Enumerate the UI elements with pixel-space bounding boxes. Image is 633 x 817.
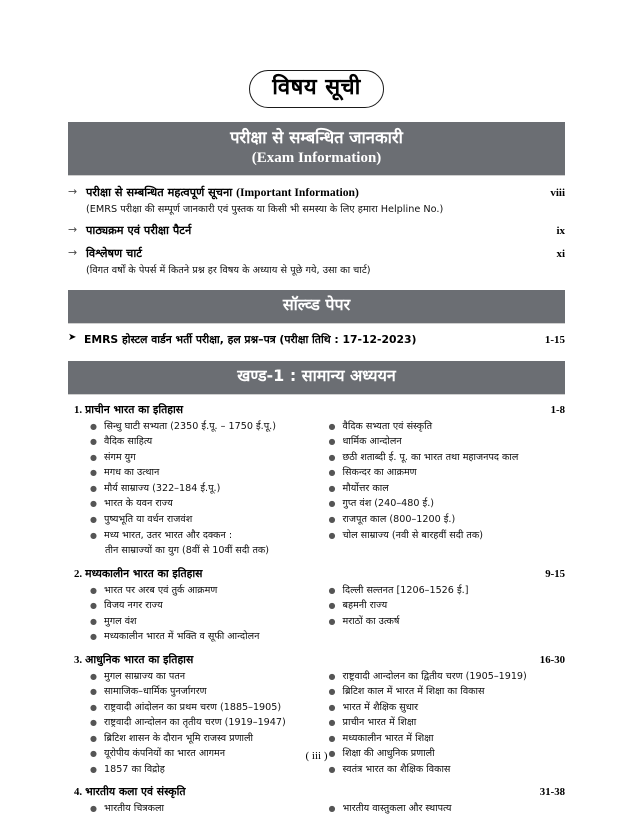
page-footer: ( iii ) <box>305 750 328 762</box>
toc-entry-page-number: ix <box>556 225 565 238</box>
topic-item[interactable] <box>329 419 566 435</box>
topic-label: राष्ट्रवादी आन्दोलन का द्वितीय चरण (1905–1919) <box>342 670 527 682</box>
chapter-number: 3. <box>74 653 83 666</box>
toc-entry-note: (EMRS परीक्षा की सम्पूर्ण जानकारी एवं पुस्तक या किसी भी समस्या के लिए हमारा Helpline No.) <box>86 204 444 216</box>
topic-label: वैदिक साहित्य <box>104 436 153 448</box>
topic-item[interactable] <box>329 583 566 599</box>
topic-item[interactable] <box>90 629 317 645</box>
topic-item[interactable] <box>90 731 317 747</box>
bullet-dot-icon: ● <box>328 804 336 814</box>
bullet-dot-icon: ● <box>90 499 97 509</box>
chapter-header <box>68 784 565 799</box>
toc-entry-title <box>86 246 142 261</box>
bullet-dot-icon: ● <box>90 702 97 712</box>
chapter-page-number: 9-15 <box>545 567 565 580</box>
chapter-topics-left <box>68 583 317 645</box>
topic-item[interactable] <box>329 614 566 630</box>
arrow-bullet-icon: → <box>68 246 78 260</box>
topic-item[interactable] <box>329 512 566 528</box>
topic-label: शिक्षा की आधुनिक प्रणाली <box>342 748 435 760</box>
bullet-dot-icon: ● <box>328 764 336 774</box>
bullet-dot-icon: ● <box>328 702 336 712</box>
bullet-dot-icon: ● <box>328 452 336 462</box>
bullet-dot-icon: ● <box>90 764 97 774</box>
bullet-dot-icon: ● <box>90 804 97 814</box>
topic-label: मध्य भारत, उतर भारत और दक्कन : <box>104 529 233 541</box>
topic-item[interactable] <box>329 801 566 817</box>
bullet-dot-icon: ● <box>90 601 97 611</box>
chapter-title-text: मध्यकालीन भारत का इतिहास <box>85 566 203 580</box>
topic-item[interactable] <box>329 731 566 747</box>
solved-paper-entry-page-number: 1-15 <box>544 334 565 347</box>
section-header-exam-information-english: (Exam Information) <box>251 149 382 166</box>
toc-entry[interactable] <box>68 246 565 276</box>
topic-label: बहमनी राज्य <box>342 600 388 612</box>
toc-entry-title <box>86 185 359 200</box>
toc-entry-note: (विगत वर्षों के पेपर्स में कितने प्रश्न हर विषय के अध्याय से पूछे गये, उसा का चार्ट) <box>86 265 371 277</box>
bullet-dot-icon: ● <box>328 733 336 743</box>
topic-label: मुगल वंश <box>104 615 137 627</box>
topic-item[interactable] <box>90 450 317 466</box>
topic-item[interactable] <box>90 614 317 630</box>
topic-item[interactable] <box>90 434 317 450</box>
bullet-dot-icon: ● <box>328 616 336 626</box>
section-header-khand-1 <box>68 361 565 394</box>
bullet-dot-icon: ● <box>328 671 336 681</box>
topic-label: राष्ट्रवादी आन्दोलन का तृतीय चरण (1919–1947) <box>104 717 286 729</box>
topic-item[interactable] <box>329 465 566 481</box>
topic-label: राष्ट्रवादी आंदोलन का प्रथम चरण (1885–1905) <box>104 701 282 713</box>
chapter-topics-right <box>317 583 566 645</box>
topic-label: भारतीय चित्रकला <box>104 803 164 815</box>
arrow-bullet-icon: → <box>68 185 78 199</box>
bullet-dot-icon: ● <box>328 601 336 611</box>
triangle-bullet-icon: ➤ <box>68 332 77 344</box>
topic-item[interactable] <box>329 598 566 614</box>
chapter-page-number: 1-8 <box>550 403 565 416</box>
bullet-dot-icon: ● <box>328 749 336 759</box>
topic-item[interactable] <box>90 801 317 817</box>
chapter-topics-left <box>68 801 317 817</box>
topic-label: गुप्त वंश (240–480 ई.) <box>342 498 434 510</box>
topic-item[interactable] <box>329 496 566 512</box>
topic-item[interactable] <box>90 481 317 497</box>
page-title-wrap <box>68 0 565 108</box>
bullet-dot-icon: ● <box>328 530 336 540</box>
bullet-dot-icon: ● <box>90 468 97 478</box>
chapter-header <box>68 566 565 581</box>
chapter-entry[interactable] <box>68 402 565 559</box>
bullet-dot-icon: ● <box>328 687 336 697</box>
bullet-dot-icon: ● <box>90 515 97 525</box>
topic-label: दिल्ली सल्तनत [1206–1526 ई.] <box>342 584 469 596</box>
topic-item[interactable] <box>329 684 566 700</box>
chapter-entry[interactable] <box>68 566 565 645</box>
bullet-dot-icon: ● <box>90 671 97 681</box>
bullet-dot-icon: ● <box>90 452 97 462</box>
chapter-page-number: 31-38 <box>539 786 565 799</box>
topic-label: चोल साम्राज्य (नवी से बारहवीं सदी तक) <box>342 529 483 541</box>
topic-item[interactable] <box>329 669 566 685</box>
topic-item[interactable] <box>90 583 317 599</box>
bullet-dot-icon: ● <box>90 585 97 595</box>
chapter-header <box>68 402 565 417</box>
toc-entry-title <box>86 223 191 238</box>
topic-item[interactable] <box>90 496 317 512</box>
toc-entry[interactable] <box>68 223 565 238</box>
topic-label: मुगल साम्राज्य का पतन <box>104 670 186 682</box>
topic-label: प्राचीन भारत में शिक्षा <box>342 717 417 729</box>
topic-item[interactable] <box>329 528 566 544</box>
topic-item[interactable] <box>90 598 317 614</box>
bullet-dot-icon: ● <box>328 718 336 728</box>
chapter-title <box>74 652 193 667</box>
topic-item[interactable] <box>329 481 566 497</box>
toc-entry-title-hindi: विश्लेषण चार्ट <box>86 247 142 261</box>
topic-label: मध्यकालीन भारत में भक्ति व सूफी आन्दोलन <box>104 631 260 643</box>
topic-label: ब्रिटिश शासन के दौरान भूमि राजस्व प्रणाली <box>104 732 254 744</box>
chapter-header <box>68 652 565 667</box>
toc-entry-title-english: (Important Information) <box>236 186 359 200</box>
topic-label: स्वतंत्र भारत का शैक्षिक विकास <box>342 763 451 775</box>
topic-item[interactable] <box>329 700 566 716</box>
bullet-dot-icon: ● <box>90 530 97 540</box>
topic-label: भारत के यवन राज्य <box>104 498 173 510</box>
page-title: विषय सूची <box>249 70 384 108</box>
bullet-dot-icon: ● <box>90 437 97 447</box>
chapter-title <box>74 566 203 581</box>
topic-label: विजय नगर राज्य <box>104 600 163 612</box>
topic-label: वैदिक सभ्यता एवं संस्कृति <box>342 420 433 432</box>
chapter-title-text: भारतीय कला एवं संस्कृति <box>85 785 186 799</box>
bullet-dot-icon: ● <box>90 483 97 493</box>
topic-label-continuation: तीन साम्राज्यों का युग (8वीं से 10वीं सदी तक) <box>105 545 270 557</box>
topic-label: सिकन्दर का आक्रमण <box>342 467 417 479</box>
bullet-dot-icon: ● <box>90 421 97 431</box>
bullet-dot-icon: ● <box>90 718 97 728</box>
bullet-dot-icon: ● <box>328 499 336 509</box>
topic-label: भारत पर अरब एवं तुर्क आक्रमण <box>104 584 218 596</box>
topic-label: सिन्धु घाटी सभ्यता (2350 ई.पू. – 1750 ई.पू.) <box>104 420 276 432</box>
chapter-topics-right <box>317 419 566 559</box>
topic-label: 1857 का विद्रोह <box>104 763 165 775</box>
topic-item[interactable] <box>329 762 566 778</box>
toc-entry-page-number: xi <box>556 248 565 261</box>
topic-label: मध्यकालीन भारत में शिक्षा <box>342 732 434 744</box>
topic-label: धार्मिक आन्दोलन <box>342 436 402 448</box>
topic-label: राजपूत काल (800–1200 ई.) <box>342 514 456 526</box>
bullet-dot-icon: ● <box>90 687 97 697</box>
bullet-dot-icon: ● <box>328 515 336 525</box>
bullet-dot-icon: ● <box>90 632 97 642</box>
chapter-entry[interactable] <box>68 784 565 817</box>
topic-item[interactable] <box>90 419 317 435</box>
chapter-number: 2. <box>74 567 83 580</box>
topic-item[interactable] <box>90 512 317 528</box>
bullet-dot-icon: ● <box>328 437 336 447</box>
chapter-title-text: प्राचीन भारत का इतिहास <box>85 402 184 416</box>
topic-item[interactable] <box>90 715 317 731</box>
topic-item[interactable] <box>329 450 566 466</box>
topic-item[interactable] <box>90 528 317 559</box>
chapter-number: 4. <box>74 786 83 799</box>
bullet-dot-icon: ● <box>328 468 336 478</box>
chapter-topics-right <box>317 801 566 817</box>
topic-label: भारतीय वास्तुकला और स्थापत्य <box>342 803 452 815</box>
toc-entry-page-number: viii <box>550 187 565 200</box>
arrow-bullet-icon: → <box>68 223 78 237</box>
topic-label: यूरोपीय कंपनियों का भारत आगमन <box>104 748 226 760</box>
section-header-exam-information <box>68 122 565 175</box>
chapter-title <box>74 784 186 799</box>
bullet-dot-icon: ● <box>328 585 336 595</box>
bullet-dot-icon: ● <box>90 616 97 626</box>
solved-paper-entry[interactable] <box>68 332 565 347</box>
topic-item[interactable] <box>90 465 317 481</box>
topic-item[interactable] <box>329 715 566 731</box>
section-header-exam-information-hindi: परीक्षा से सम्बन्धित जानकारी <box>230 128 403 148</box>
chapter-title <box>74 402 183 417</box>
topic-item[interactable] <box>90 684 317 700</box>
bullet-dot-icon: ● <box>90 749 97 759</box>
topic-label: मगध का उत्थान <box>104 467 160 479</box>
topic-item[interactable] <box>90 669 317 685</box>
topic-item[interactable] <box>90 700 317 716</box>
solved-paper-entry-title: EMRS होस्टल वार्डन भर्ती परीक्षा, हल प्रश्न–पत्र (परीक्षा तिथि : 17-12-2023) <box>84 333 417 347</box>
exam-information-entries <box>68 185 565 276</box>
topic-label: मौर्य साम्राज्य (322–184 ई.पू.) <box>104 482 221 494</box>
chapter-title-text: आधुनिक भारत का इतिहास <box>85 652 194 666</box>
section-header-solved-paper <box>68 290 565 323</box>
topic-label: भारत में शैक्षिक सुधार <box>342 701 419 713</box>
bullet-dot-icon: ● <box>90 733 97 743</box>
bullet-dot-icon: ● <box>328 483 336 493</box>
topic-label: सामाजिक–धार्मिक पुनर्जागरण <box>104 686 207 698</box>
topic-label: संगम युग <box>104 451 136 463</box>
topic-label: ब्रिटिश काल में भारत में शिक्षा का विकास <box>342 686 485 698</box>
toc-entry[interactable] <box>68 185 565 215</box>
toc-entry-title-hindi: परीक्षा से सम्बन्धित महत्वपूर्ण सूचना <box>86 186 237 200</box>
section-header-solved-paper-title: सॉल्व्ड पेपर <box>282 295 351 315</box>
chapter-number: 1. <box>74 403 83 416</box>
topic-label: मराठों का उत्कर्ष <box>342 615 400 627</box>
toc-entry-title-hindi: पाठ्यक्रम एवं परीक्षा पैटर्न <box>86 224 192 238</box>
topic-label: पुष्यभूति या वर्धन राजवंश <box>104 514 193 526</box>
section-header-khand-1-title: खण्ड-1 : सामान्य अध्ययन <box>237 366 396 386</box>
chapter-page-number: 16-30 <box>539 653 565 666</box>
topic-item[interactable] <box>329 434 566 450</box>
chapter-topics-left <box>68 419 317 559</box>
topic-label: मौर्योत्तर काल <box>342 482 389 494</box>
bullet-dot-icon: ● <box>328 421 336 431</box>
topic-item[interactable] <box>90 762 317 778</box>
topic-label: छठी शताब्दी ई. पू. का भारत तथा महाजनपद काल <box>342 451 519 463</box>
